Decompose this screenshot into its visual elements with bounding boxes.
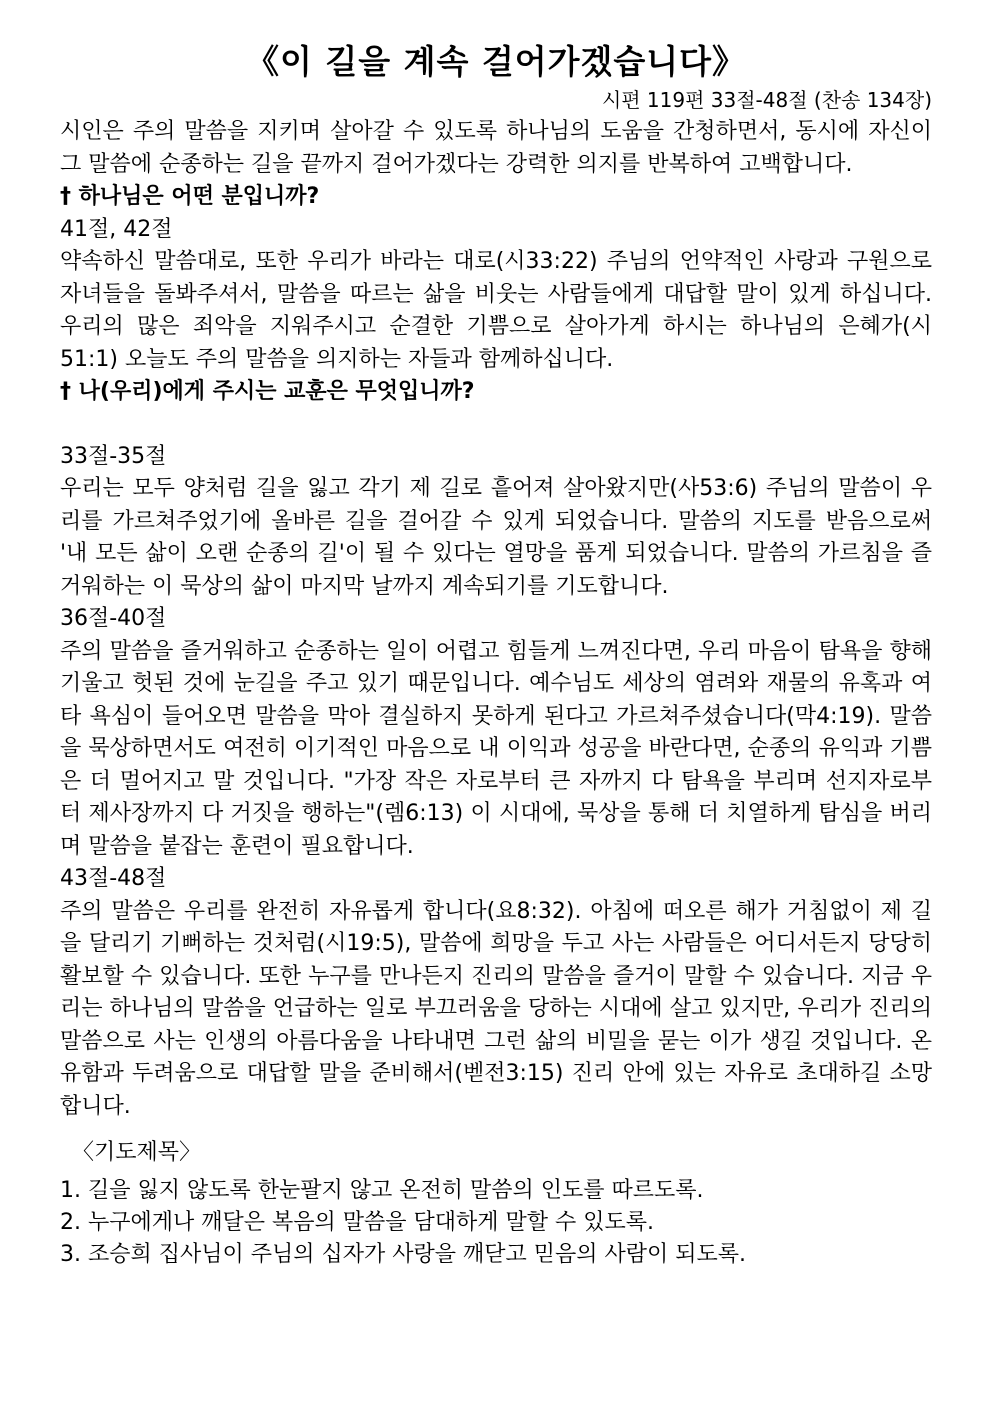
prayer-title: 〈기도제목〉 xyxy=(72,1140,202,1165)
document-title: 《이 길을 계속 걸어가겠습니다》 xyxy=(245,42,746,81)
section-heading-text: 하나님은 어떤 분입니까? xyxy=(78,184,320,209)
cross-icon: † xyxy=(60,184,71,209)
section-paragraph: 우리는 모두 양처럼 길을 잃고 각기 제 길로 흩어져 살아왔지만(사53:6) 주님의 말씀이 우리를 가르쳐주었기에 올바른 길을 걸어갈 수 있게 되었습니다. 말씀의 지도를 받음으로써 '내 모든 삶이 오랜 순종의 길'이 될 수 있다는 열망을 품게 되었습니다. 말씀의 가르침을 즐거워하는 이 묵상의 삶이 마지막 날까지 계속되기를 기도합니다. xyxy=(60,476,932,599)
section-paragraph: 주의 말씀을 즐거워하고 순종하는 일이 어렵고 힘들게 느껴진다면, 우리 마음이 탐욕을 향해 기울고 헛된 것에 눈길을 주고 있기 때문입니다. 예수님도 세상의 염려와 재물의 유혹과 여타 욕심이 들어오면 말씀을 막아 결실하지 못하게 된다고 가르쳐주셨습니다(막4:19). 말씀을 묵상하면서도 여전히 이기적인 마음으로 내 이익과 성공을 바란다면, 순종의 유익과 기쁨은 더 멀어지고 말 것입니다. "가장 작은 자로부터 큰 자까지 다 탐욕을 부리며 선지자로부터 제사장까지 다 거짓을 행하는"(렘6:13) 이 시대에, 묵상을 통해 더 치열하게 탐심을 버리며 말씀을 붙잡는 훈련이 필요합니다. xyxy=(60,638,932,859)
document-page xyxy=(60,40,932,1271)
verse-range: 36절-40절 xyxy=(60,606,167,631)
intro-paragraph: 시인은 주의 말씀을 지키며 살아갈 수 있도록 하나님의 도움을 간청하면서, 동시에 자신이 그 말씀에 순종하는 길을 끝까지 걸어가겠다는 강력한 의지를 반복하여 고백합니다. xyxy=(60,119,932,177)
scripture-reference: 시편 119편 33절-48절 (찬송 134장) xyxy=(601,88,932,112)
section-paragraph: 주의 말씀은 우리를 완전히 자유롭게 합니다(요8:32). 아침에 떠오른 해가 거침없이 제 길을 달리기 기뻐하는 것처럼(시19:5), 말씀에 희망을 두고 사는 사람들은 어디서든지 당당히 활보할 수 있습니다. 또한 누구를 만나든지 진리의 말씀을 즐거이 말할 수 있습니다. 지금 우리는 하나님의 말씀을 언급하는 일로 부끄러움을 당하는 시대에 살고 있지만, 우리가 진리의 말씀으로 사는 인생의 아름다움을 나타내면 그런 삶의 비밀을 묻는 이가 생길 것입니다. 온유함과 두려움으로 대답할 말을 준비해서(벧전3:15) 진리 안에 있는 자유로 초대하길 소망합니다. xyxy=(60,898,932,1119)
prayer-item: 2. 누구에게나 깨달은 복음의 말씀을 담대하게 말할 수 있도록. xyxy=(60,1210,654,1235)
verse-range: 33절-35절 xyxy=(60,443,167,469)
prayer-item: 3. 조승희 집사님이 주님의 십자가 사랑을 깨닫고 믿음의 사람이 되도록. xyxy=(60,1242,746,1267)
section-heading-who-is-god xyxy=(60,181,932,214)
cross-icon: † xyxy=(60,379,71,404)
prayer-item: 1. 길을 잃지 않도록 한눈팔지 않고 온전히 말씀의 인도를 따르도록. xyxy=(60,1178,704,1203)
section-paragraph: 약속하신 말씀대로, 또한 우리가 바라는 대로(시33:22) 주님의 언약적인 사랑과 구원으로 자녀들을 돌봐주셔서, 말씀을 따르는 삶을 비웃는 사람들에게 대답할 말이 있게 하십니다. 우리의 많은 죄악을 지워주시고 순결한 기쁨으로 살아가게 하시는 하나님의 은혜가(시51:1) 오늘도 주의 말씀을 의지하는 자들과 함께하십니다. xyxy=(60,249,932,372)
section-heading-text: 나(우리)에게 주시는 교훈은 무엇입니까? xyxy=(78,379,475,404)
verse-range: 41절, 42절 xyxy=(60,216,173,242)
prayer-list xyxy=(60,1175,932,1271)
spacer xyxy=(60,409,932,441)
verse-range: 43절-48절 xyxy=(60,866,167,891)
section-heading-lesson xyxy=(60,376,932,409)
